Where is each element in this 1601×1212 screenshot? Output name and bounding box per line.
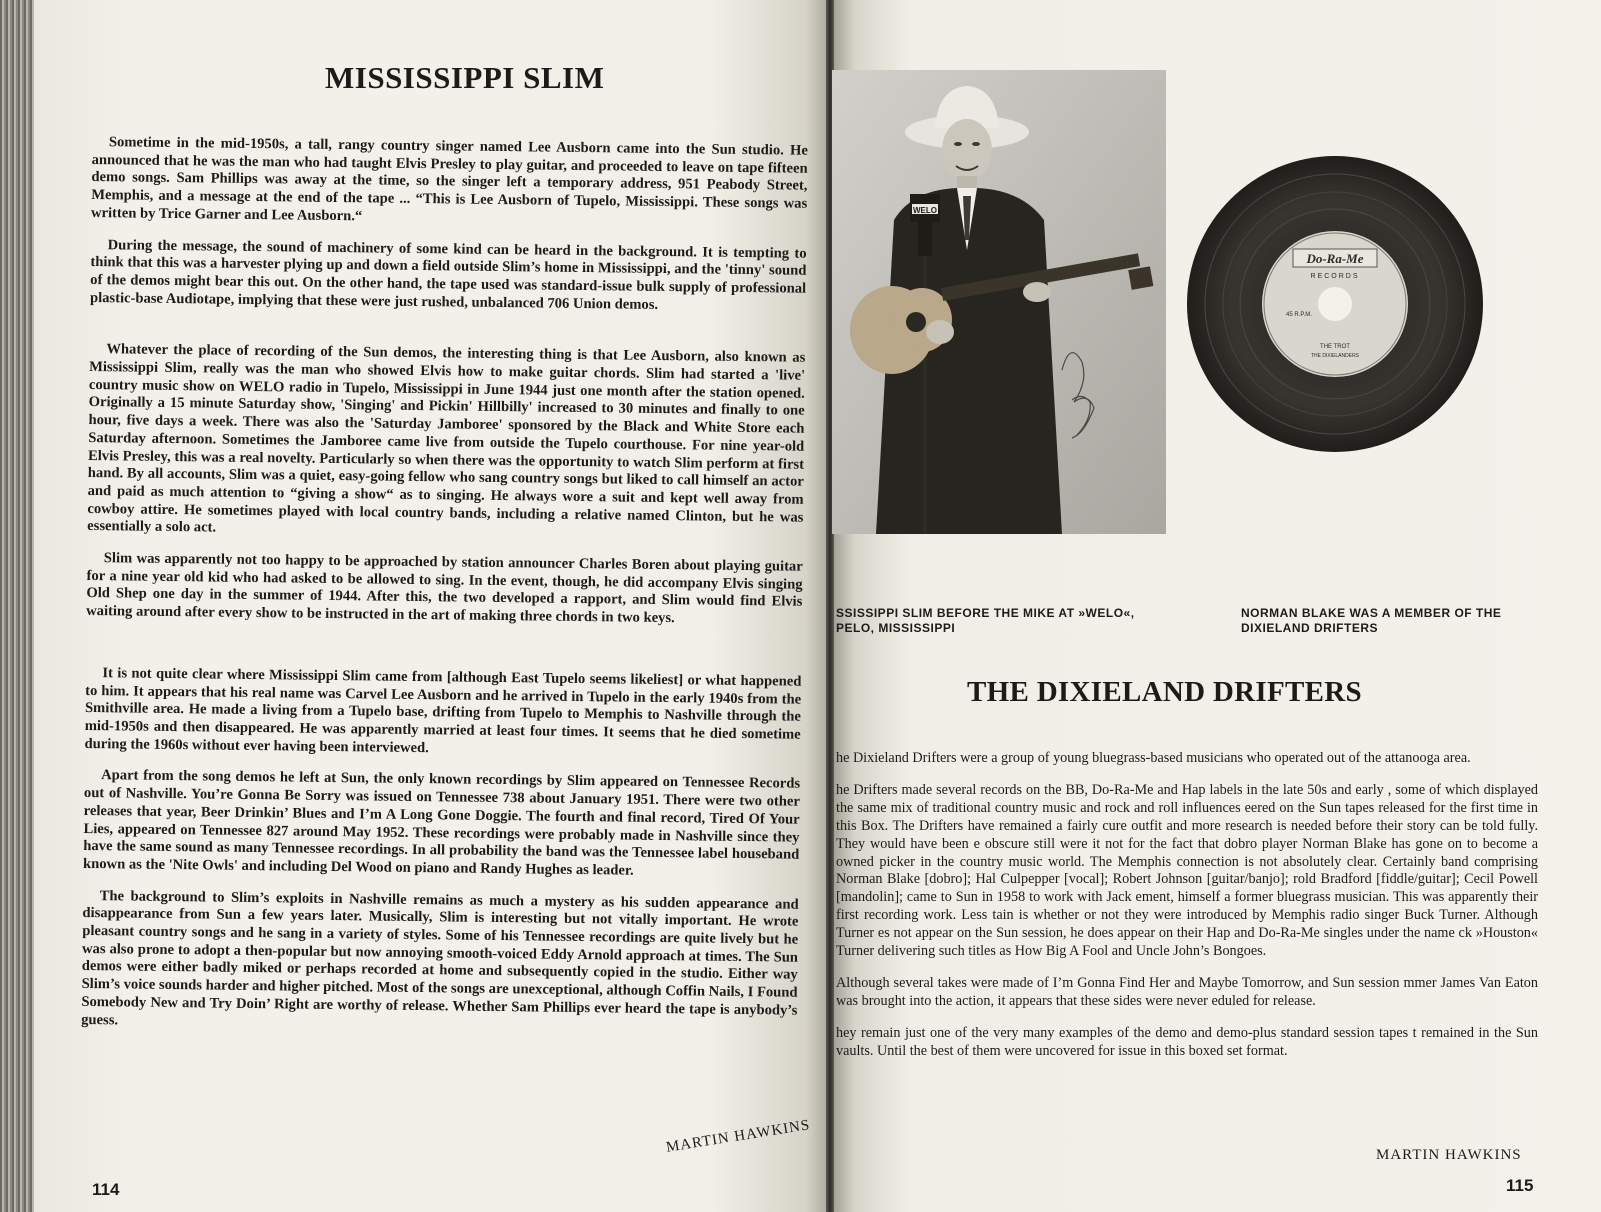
paragraph: Sometime in the mid-1950s, a tall, rangy country singer named Lee Ausborn came into the Sun studio. He announced that he was the man who had taught Elvis Presley to play guitar, and proceeded to leave on tape fifteen demo songs. Sam Phillips was away at the time, so the singer left a temporary address, 951 Peabody Street, Memphis, and a message at the end of the tape ... “This is Lee Ausborn of Tupelo, Mississippi. These songs was written by Trice Garner and Lee Ausborn.“ [90, 134, 808, 225]
paragraph: he Drifters made several records on the BB, Do-Ra-Me and Hap labels in the late 50s and early , some of which displayed the same mix of traditional country music and rock and roll influences eered on the Sun tapes released for the first time in this Box. The Drifters have remained a fairly cure outfit and more research is needed before their story can be told fully. They would have been e obscure still were it not for the fact that dobro player Norman Blake has gone on to become a owned picker in the country music world. The Memphis connection is not absolutely clear. Certainly band comprising Norman Blake [dobro]; Hal Culpepper [vocal]; Robert Johnson [guitar/banjo]; rold Bradford [fiddle/guitar]; Cecil Powell [mandolin]; came to Sun in 1958 to work with Jack ement, himself a former bluegrass musician. This was apparently their first recording work. Less tain is whether or not they were introduced by Memphis radio singer Buck Turner. Although Turner es not appear on the Sun session, he does appear on their Hap and Do-Ra-Me singles under the name ck »Houston« Turner delivering such titles as How Big A Fool and Uncle John’s Bongoes. [836, 781, 1538, 960]
vinyl-record-image [1185, 154, 1485, 454]
label-song: THE TROT [1320, 344, 1350, 350]
photo-mississippi-slim [832, 70, 1166, 534]
label-artist: THE DIXIELANDERS [1310, 353, 1360, 359]
photo-illustration [832, 70, 1166, 534]
record-caption: NORMAN BLAKE WAS A MEMBER OF THE DIXIELAND DRIFTERS [1241, 606, 1502, 635]
page-number: 114 [92, 1180, 120, 1199]
article-body-left [81, 134, 808, 1052]
paragraph: Whatever the place of recording of the Sun demos, the interesting thing is that Lee Ausborn, also known as Mississippi Slim, really was the man who showed Elvis how to make guitar chords. Slim had started a 'live' country music show on WELO radio in Tupelo, Mississippi in June 1944 just one month after the station opened. Originally a 15 minute Saturday show, 'Singing' and Pickin' Hillbilly' increased to 30 minutes and finally to one hour, five days a week. There was also the 'Saturday Jamboree' sponsored by the Black and White Store each Saturday afternoon. Sometimes the Jamboree came live from outside the Tupelo courthouse. For nine year-old Elvis Presley, this was a real novelty. Particularly so when there was the opportunity to watch Slim perform at first hand. By all accounts, Slim was a quiet, easy-going fellow who sang country songs but liked to call himself an actor and paid as much attention to “giving a show“ as to singing. He always wore a suit and kept well away from cowboy attire. He sometimes played with local country bands, including a relative named Clinton, but he was essentially a solo act. [87, 341, 806, 536]
label-speed: 45 R.P.M. [1286, 312, 1312, 318]
paragraph: hey remain just one of the very many examples of the demo and demo-plus standard session tapes t remained in the Sun vaults. Until the best of them were uncovered for issue in this boxed set format. [836, 1024, 1538, 1059]
article-title-dixieland-drifters: THE DIXIELAND DRIFTERS [967, 676, 1362, 708]
author-signature: MARTIN HAWKINS [1376, 1147, 1522, 1163]
article-body-right [836, 750, 1538, 1075]
paragraph: Although several takes were made of I’m Gonna Find Her and Maybe Tomorrow, and Sun session mmer James Van Eaton was brought into the action, it appears that these sides were never eduled for release. [836, 974, 1538, 1009]
paragraph: It is not quite clear where Mississippi Slim came from [although East Tupelo seems likeliest] or what happened to him. It appears that his real name was Carvel Lee Ausborn and he arrived in Tupelo in the early 1940s from the Smithville area. He made a living from a Tupelo base, drifting from Tupelo to Memphis to Nashville through the mid-1950s and then disappeared. He was apparently married at least four times. It seems that he died sometime during the 1960s without ever having been interviewed. [84, 665, 802, 756]
photo-caption: SSISSIPPI SLIM BEFORE THE MIKE AT »WELO«, PELO, MISSISSIPPI [836, 606, 1135, 635]
article-title-mississippi-slim: MISSISSIPPI SLIM [325, 60, 605, 95]
label-brand: Do-Ra-Me [1306, 251, 1364, 266]
paragraph: The background to Slim’s exploits in Nashville remains as much a mystery as his sudden appearance and disappearance from Sun a few years later. Musically, Slim is interesting but not vitally important. He wrote pleasant country songs and he sang in a variety of styles. Some of his Tennessee recordings are quite lively but he was also prone to adopt a then-popular but now annoying smooth-voiced Eddy Arnold approach at times. The Sun demos were either badly miked or perhaps recorded at home and subsequently copied in the studio. Either way Slim’s voice sounds harder and higher pitched. Most of the songs are unexceptional, although Coffin Nails, I Found Somebody New and Try Doin’ Right are worthy of release. Whether Sam Phillips ever heard the tape is anybody’s guess. [81, 887, 799, 1028]
mic-sign-welo: WELO [913, 206, 937, 215]
label-subbrand: RECORDS [1310, 273, 1360, 280]
paragraph: Slim was apparently not too happy to be approached by station announcer Charles Boren about playing guitar for a nine year old kid who had asked to be allowed to sing. In the event, though, he did accompany Elvis singing Old Shep one day in the summer of 1944. After this, the two developed a rapport, and Slim would find Elvis waiting around after every show to be instructed in the art of making three chords in two keys. [86, 550, 803, 627]
page-number: 115 [1506, 1176, 1534, 1195]
author-signature: MARTIN HAWKINS [665, 1117, 812, 1156]
paragraph: Apart from the song demos he left at Sun, the only known recordings by Slim appeared on Tennessee Records out of Nashville. You’re Gonna Be Sorry was issued on Tennessee 738 about January 1951. There were two other releases that year, Beer Drinkin’ Blues and I’m A Long Gone Doggie. The fourth and final record, Tired Of Your Lies, appeared on Tennessee 827 around May 1952. These recordings were probably made in Nashville since they have the same sound as many Tennessee recordings. In all probability the band was the Tennessee label houseband known as the 'Nite Owls' and including Del Wood on piano and Randy Hughes as leader. [82, 767, 801, 879]
record-do-ra-me [1185, 154, 1485, 454]
paragraph: he Dixieland Drifters were a group of young bluegrass-based musicians who operated out of the attanooga area. [836, 750, 1471, 766]
paragraph: During the message, the sound of machinery of some kind can be heard in the background. It is tempting to think that this was a harvester plying up and down a field outside Slim’s home in Mississippi, and the 'tinny' sound of the demos might bear this out. On the other hand, the tape used was standard-issue bulk supply of professional plastic-base Audiotape, implying that these were just rushed, unbalanced 706 Union demos. [89, 236, 807, 313]
book-page-edges [0, 0, 34, 1212]
